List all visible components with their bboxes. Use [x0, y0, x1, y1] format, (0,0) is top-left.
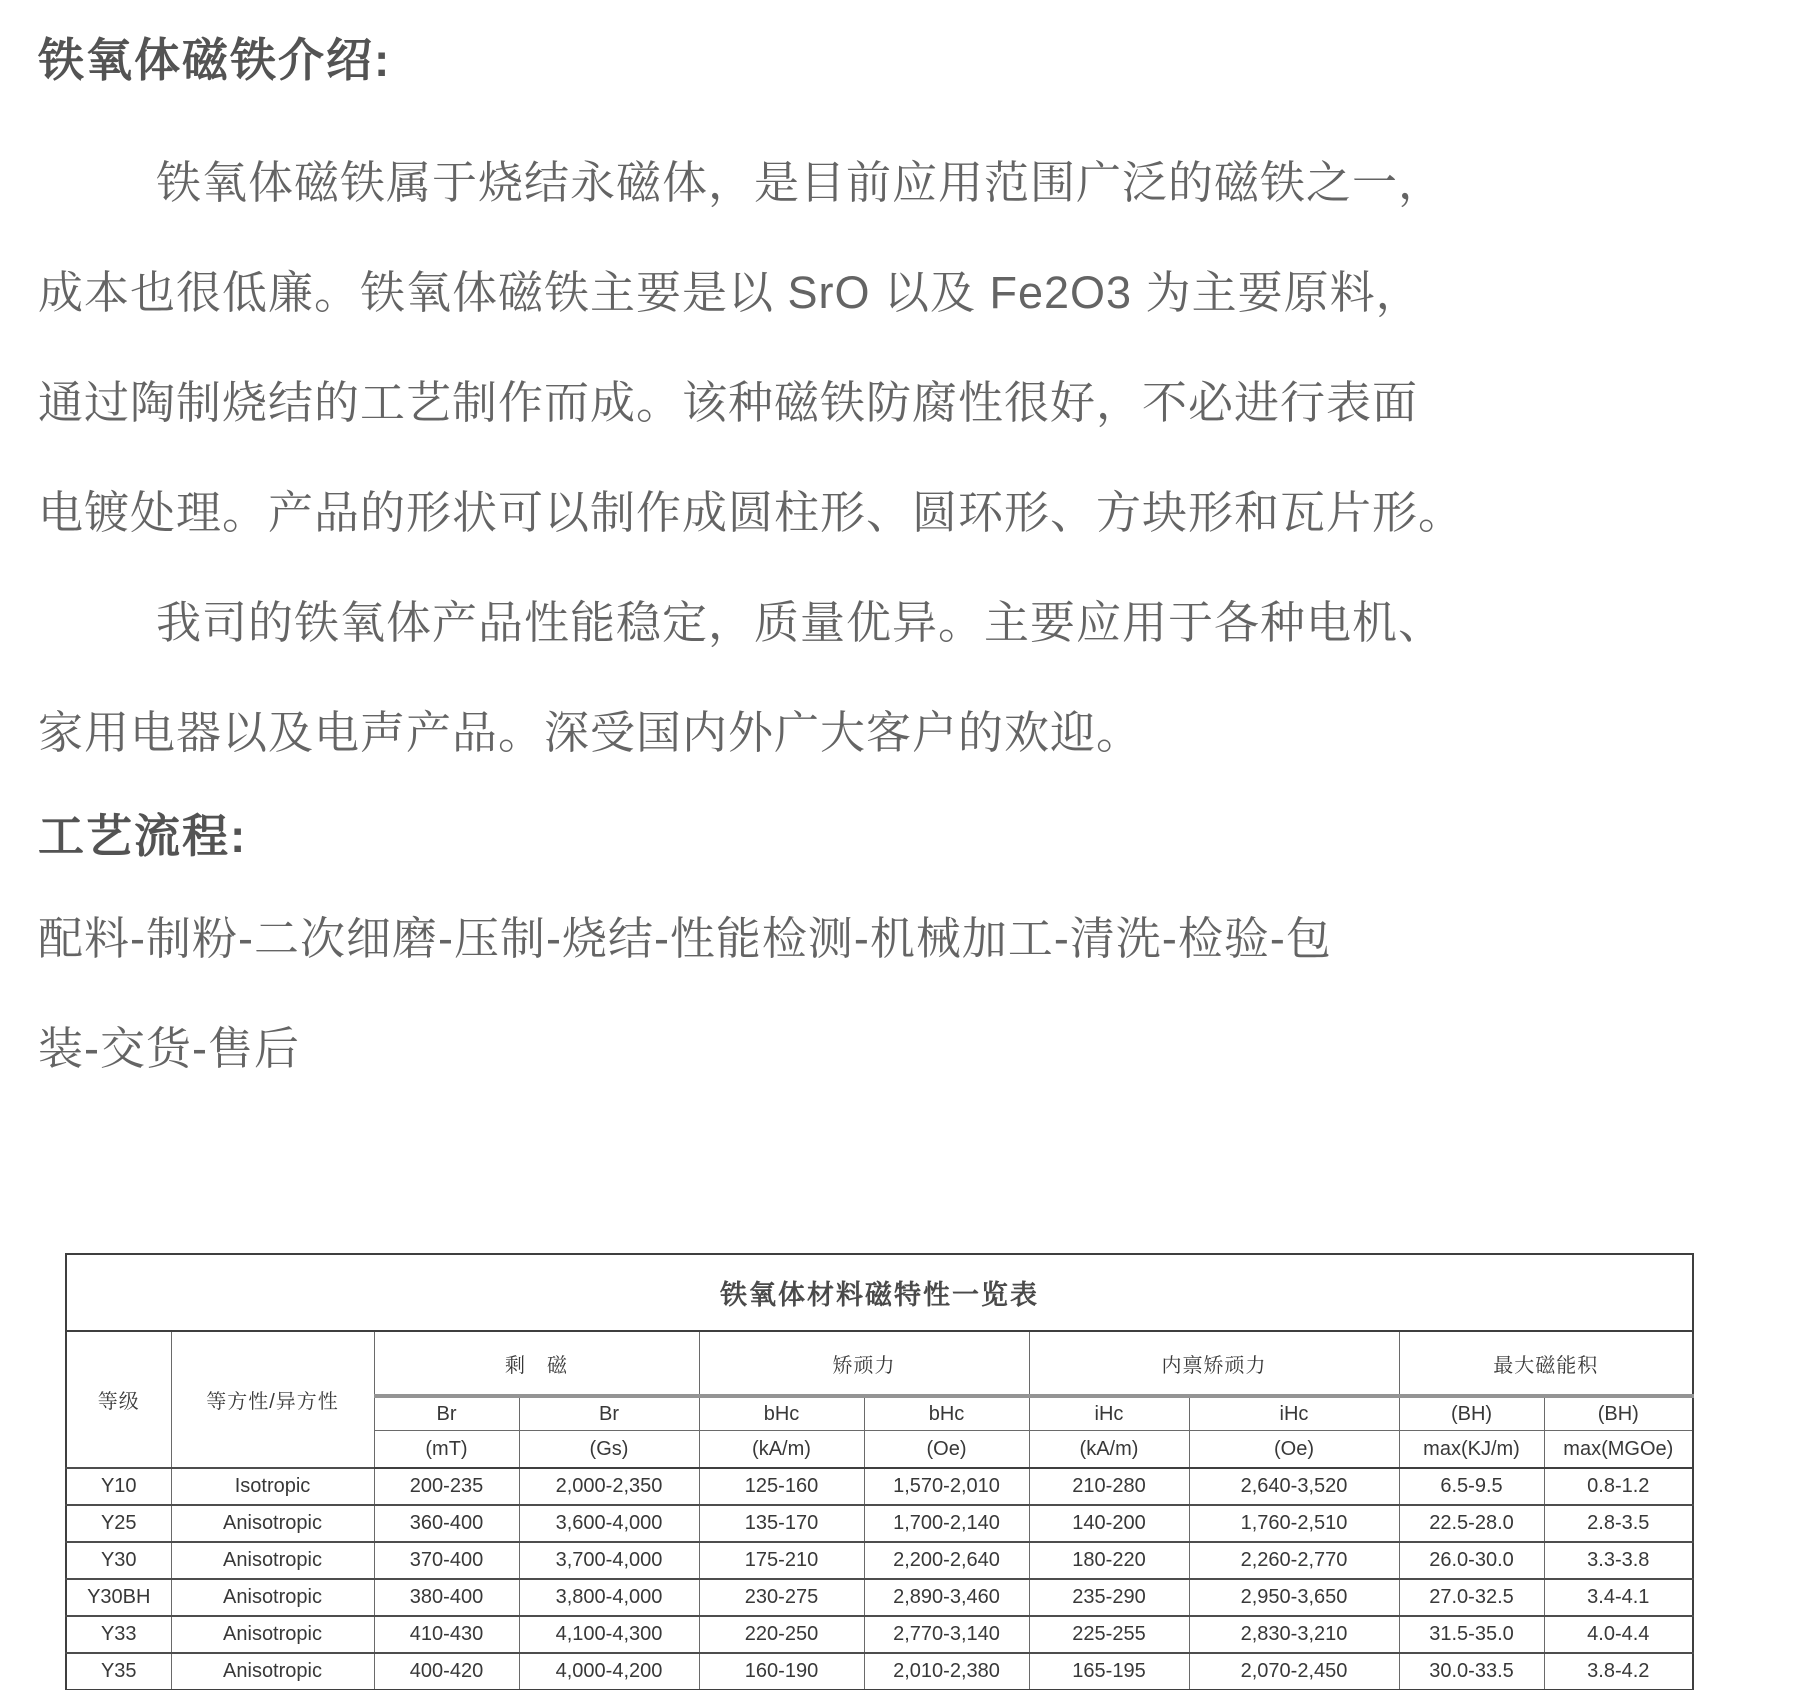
table-cell: 4,100-4,300 [519, 1616, 699, 1653]
table-row [66, 1616, 1693, 1653]
table-cell: 220-250 [699, 1616, 864, 1653]
table-cell: 140-200 [1029, 1505, 1189, 1542]
unit-header: (Oe) [864, 1431, 1029, 1469]
grade-cell: Y25 [66, 1505, 171, 1542]
table-cell: 3,700-4,000 [519, 1542, 699, 1579]
table-cell: 3.3-3.8 [1544, 1542, 1693, 1579]
unit-header: max(KJ/m) [1399, 1431, 1544, 1469]
table-cell: 235-290 [1029, 1579, 1189, 1616]
coercivity-group-header: 矫顽力 [699, 1331, 1029, 1396]
sub-header: bHc [699, 1396, 864, 1431]
table-cell: 2,640-3,520 [1189, 1468, 1399, 1505]
table-row [66, 1468, 1693, 1505]
table-cell: 6.5-9.5 [1399, 1468, 1544, 1505]
intro-paragraph [38, 128, 1755, 788]
grade-cell: Y35 [66, 1653, 171, 1690]
table-cell: 230-275 [699, 1579, 864, 1616]
table-row [66, 1505, 1693, 1542]
table-cell: 2,000-2,350 [519, 1468, 699, 1505]
sub-header: (BH) [1544, 1396, 1693, 1431]
table-cell: 2,070-2,450 [1189, 1653, 1399, 1690]
intrinsic-coercivity-group-header: 内禀矫顽力 [1029, 1331, 1399, 1396]
table-cell: 175-210 [699, 1542, 864, 1579]
table-cell: 1,570-2,010 [864, 1468, 1029, 1505]
table-row [66, 1579, 1693, 1616]
table-cell: 26.0-30.0 [1399, 1542, 1544, 1579]
table-cell: 135-170 [699, 1505, 864, 1542]
paragraph-line: 通过陶制烧结的工艺制作而成。该种磁铁防腐性很好，不必进行表面 [38, 377, 1419, 428]
paragraph-line: 装-交货-售后 [38, 1023, 300, 1074]
table-cell: 2,200-2,640 [864, 1542, 1029, 1579]
unit-header: (Gs) [519, 1431, 699, 1469]
table-cell: 2,830-3,210 [1189, 1616, 1399, 1653]
max-energy-product-group-header: 最大磁能积 [1399, 1331, 1693, 1396]
table-cell: 360-400 [374, 1505, 519, 1542]
sub-header: iHc [1189, 1396, 1399, 1431]
table-cell: 1,700-2,140 [864, 1505, 1029, 1542]
table-cell: 2.8-3.5 [1544, 1505, 1693, 1542]
sub-header: Br [519, 1396, 699, 1431]
table-cell: 2,010-2,380 [864, 1653, 1029, 1690]
table-cell: 370-400 [374, 1542, 519, 1579]
table-cell: 180-220 [1029, 1542, 1189, 1579]
intro-heading: 铁氧体磁铁介绍: [38, 34, 392, 86]
table-cell: 3,600-4,000 [519, 1505, 699, 1542]
table-cell: 27.0-32.5 [1399, 1579, 1544, 1616]
table-cell: 380-400 [374, 1579, 519, 1616]
table-cell: Anisotropic [171, 1542, 374, 1579]
unit-header: (kA/m) [699, 1431, 864, 1469]
unit-header: max(MGOe) [1544, 1431, 1693, 1469]
paragraph-line: 家用电器以及电声产品。深受国内外广大客户的欢迎。 [38, 707, 1143, 758]
grade-cell: Y30 [66, 1542, 171, 1579]
unit-header: (Oe) [1189, 1431, 1399, 1469]
table-cell: 225-255 [1029, 1616, 1189, 1653]
table-cell: 160-190 [699, 1653, 864, 1690]
sub-header: (BH) [1399, 1396, 1544, 1431]
table-cell: 2,890-3,460 [864, 1579, 1029, 1616]
process-heading: 工艺流程: [38, 810, 248, 862]
table-cell: 22.5-28.0 [1399, 1505, 1544, 1542]
unit-header: (mT) [374, 1431, 519, 1469]
sub-header: iHc [1029, 1396, 1189, 1431]
table-cell: 3.4-4.1 [1544, 1579, 1693, 1616]
table-cell: Anisotropic [171, 1616, 374, 1653]
process-paragraph [38, 884, 1755, 1104]
table-cell: 0.8-1.2 [1544, 1468, 1693, 1505]
table-cell: 165-195 [1029, 1653, 1189, 1690]
table-cell: 4,000-4,200 [519, 1653, 699, 1690]
ferrite-spec-table [65, 1253, 1694, 1690]
table-cell: 400-420 [374, 1653, 519, 1690]
table-row [66, 1542, 1693, 1579]
isotropy-column-header: 等方性/异方性 [171, 1331, 374, 1468]
sub-header: Br [374, 1396, 519, 1431]
paragraph-line: 配料-制粉-二次细磨-压制-烧结-性能检测-机械加工-清洗-检验-包 [38, 913, 1332, 964]
grade-cell: Y33 [66, 1616, 171, 1653]
grade-cell: Y30BH [66, 1579, 171, 1616]
table-cell: 31.5-35.0 [1399, 1616, 1544, 1653]
table-cell: 4.0-4.4 [1544, 1616, 1693, 1653]
table-cell: 125-160 [699, 1468, 864, 1505]
table-cell: 1,760-2,510 [1189, 1505, 1399, 1542]
table-cell: 2,260-2,770 [1189, 1542, 1399, 1579]
table-cell: 210-280 [1029, 1468, 1189, 1505]
sub-header: bHc [864, 1396, 1029, 1431]
table-cell: 3,800-4,000 [519, 1579, 699, 1616]
table-cell: 3.8-4.2 [1544, 1653, 1693, 1690]
table-cell: 2,770-3,140 [864, 1616, 1029, 1653]
table-cell: Anisotropic [171, 1579, 374, 1616]
paragraph-line: 铁氧体磁铁属于烧结永磁体，是目前应用范围广泛的磁铁之一， [156, 157, 1445, 208]
unit-header: (kA/m) [1029, 1431, 1189, 1469]
table-cell: 30.0-33.5 [1399, 1653, 1544, 1690]
table-cell: 410-430 [374, 1616, 519, 1653]
remanence-group-header: 剩 磁 [374, 1331, 699, 1396]
table-row [66, 1653, 1693, 1690]
grade-cell: Y10 [66, 1468, 171, 1505]
table-cell: Anisotropic [171, 1505, 374, 1542]
paragraph-line: 成本也很低廉。铁氧体磁铁主要是以 SrO 以及 Fe2O3 为主要原料， [38, 267, 1422, 318]
table-title: 铁氧体材料磁特性一览表 [66, 1254, 1693, 1331]
table-cell: 200-235 [374, 1468, 519, 1505]
paragraph-line: 我司的铁氧体产品性能稳定，质量优异。主要应用于各种电机、 [156, 597, 1445, 648]
grade-column-header: 等级 [66, 1331, 171, 1468]
table-cell: Isotropic [171, 1468, 374, 1505]
paragraph-line: 电镀处理。产品的形状可以制作成圆柱形、圆环形、方块形和瓦片形。 [38, 487, 1465, 538]
table-cell: Anisotropic [171, 1653, 374, 1690]
table-cell: 2,950-3,650 [1189, 1579, 1399, 1616]
